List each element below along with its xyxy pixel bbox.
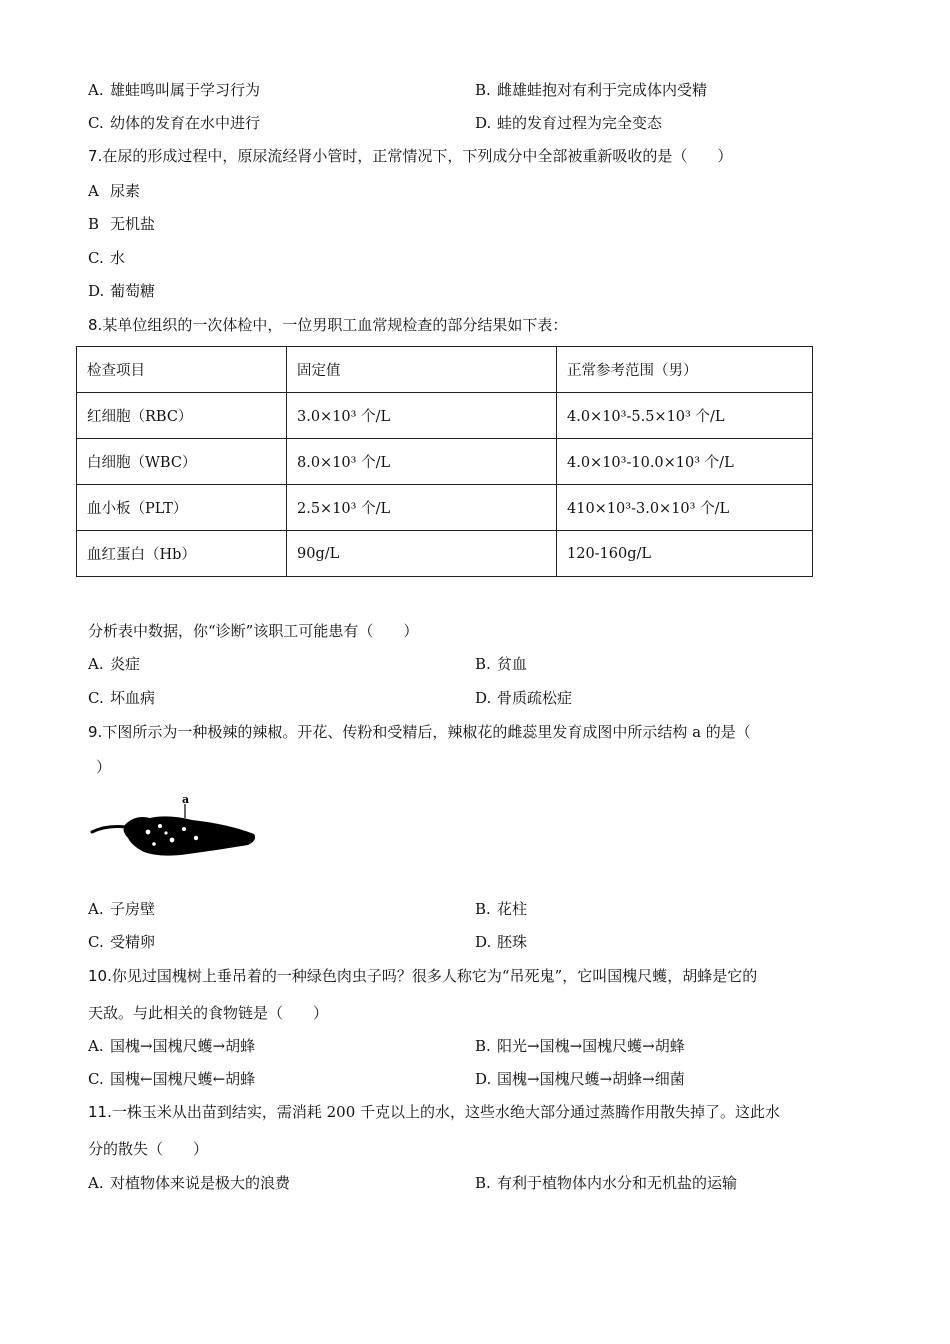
table-cell: 4.0×10³-5.5×10³ 个/L (557, 393, 813, 439)
q10-stem: 10.你见过国槐树上垂吊着的一种绿色肉虫子吗？很多人称它为“吊死鬼”，它叫国槐尺蠖，胡蜂是它的 (88, 967, 758, 985)
q6-option-d: D. 蛙的发育过程为完全变态 (475, 114, 663, 132)
q6-option-c: C. 幼体的发育在水中进行 (88, 114, 261, 132)
q7-option-c: C. 水 (88, 249, 126, 267)
table-header-cell: 固定值 (287, 347, 557, 393)
q6-option-b: B. 雌雄蛙抱对有利于完成体内受精 (475, 81, 708, 99)
q8-option-d: D. 骨质疏松症 (475, 689, 573, 707)
table-cell: 120-160g/L (557, 531, 813, 577)
q7-option-a: A 尿素 (88, 182, 141, 200)
q9-stem-cont: ） (96, 758, 112, 776)
q9-option-c: C. 受精卵 (88, 933, 156, 951)
q7-number: 7. (88, 147, 103, 165)
figure-label-a: a (182, 793, 190, 806)
table-header-cell: 正常参考范围（男） (557, 347, 813, 393)
q7-stem: 7.在尿的形成过程中，原尿流经肾小管时，正常情况下，下列成分中全部被重新吸收的是（ ） (88, 147, 733, 165)
table-cell: 红细胞（RBC） (77, 393, 287, 439)
q9-option-d: D. 胚珠 (475, 933, 528, 951)
q8-option-b: B. 贫血 (475, 655, 528, 673)
table-row (77, 485, 813, 531)
table-cell: 3.0×10³ 个/L (287, 393, 557, 439)
table-row (77, 531, 813, 577)
pepper-icon (92, 804, 255, 856)
table-row (77, 439, 813, 485)
q10-option-a: A. 国槐→国槐尺蠖→胡蜂 (88, 1037, 256, 1055)
q11-stem-cont: 分的散失（ ） (88, 1140, 209, 1158)
q6-option-a: A. 雄蛙鸣叫属于学习行为 (88, 81, 261, 99)
table-cell: 4.0×10³-10.0×10³ 个/L (557, 439, 813, 485)
q9-option-a: A. 子房壁 (88, 900, 156, 918)
q9-number: 9. (88, 723, 103, 741)
q11-number: 11. (88, 1103, 112, 1121)
q8-option-c: C. 坏血病 (88, 689, 156, 707)
table-cell: 2.5×10³ 个/L (287, 485, 557, 531)
q8-stem: 8.某单位组织的一次体检中，一位男职工血常规检查的部分结果如下表： (88, 316, 568, 334)
table-cell: 410×10³-3.0×10³ 个/L (557, 485, 813, 531)
table-cell: 血小板（PLT） (77, 485, 287, 531)
q9-option-b: B. 花柱 (475, 900, 528, 918)
table-cell: 8.0×10³ 个/L (287, 439, 557, 485)
table-cell: 白细胞（WBC） (77, 439, 287, 485)
q11-option-a: A. 对植物体来说是极大的浪费 (88, 1174, 291, 1192)
chili-pepper-figure (88, 792, 260, 862)
q8-number: 8. (88, 316, 103, 334)
q11-option-b: B. 有利于植物体内水分和无机盐的运输 (475, 1174, 738, 1192)
q8-followup: 分析表中数据，你“诊断”该职工可能患有（ ） (88, 622, 419, 640)
q10-option-d: D. 国槐→国槐尺蠖→胡蜂→细菌 (475, 1070, 685, 1088)
q7-option-d: D. 葡萄糖 (88, 282, 156, 300)
blood-test-table (76, 346, 813, 577)
q10-option-c: C. 国槐←国槐尺蠖←胡蜂 (88, 1070, 256, 1088)
table-row (77, 393, 813, 439)
q10-option-b: B. 阳光→国槐→国槐尺蠖→胡蜂 (475, 1037, 685, 1055)
q8-option-a: A. 炎症 (88, 655, 141, 673)
table-cell: 血红蛋白（Hb） (77, 531, 287, 577)
q9-stem: 9.下图所示为一种极辣的辣椒。开花、传粉和受精后，辣椒花的雌蕊里发育成图中所示结构 a 的是（ (88, 723, 751, 741)
q11-stem: 11.一株玉米从出苗到结实，需消耗 200 千克以上的水，这些水绝大部分通过蒸腾作用散失掉了。这此水 (88, 1103, 781, 1121)
table-cell: 90g/L (287, 531, 557, 577)
q10-number: 10. (88, 967, 112, 985)
table-header-cell: 检查项目 (77, 347, 287, 393)
q7-option-b: B 无机盐 (88, 215, 156, 233)
table-header-row (77, 347, 813, 393)
q10-stem-cont: 天敌。与此相关的食物链是（ ） (88, 1004, 329, 1022)
